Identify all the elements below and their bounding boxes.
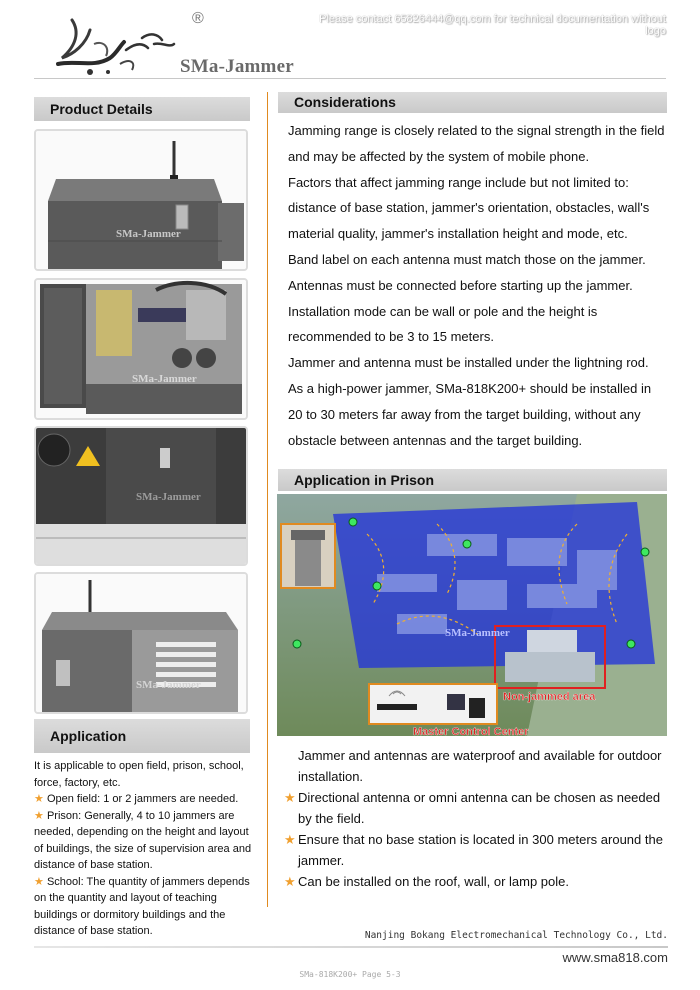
photo-watermark: SMa-Jammer xyxy=(136,679,201,691)
considerations-line: Jamming range is closely related to the signal strength in the field xyxy=(288,123,665,138)
registered-mark: ® xyxy=(192,10,204,27)
star-icon: ★ xyxy=(34,809,44,822)
considerations-line: material quality, jammer's installation height and mode, etc. xyxy=(288,226,628,242)
column-divider xyxy=(267,92,268,907)
prison-map-image xyxy=(277,494,667,736)
feature-item: Jammer and antennas are waterproof and available for outdoor installation. xyxy=(298,748,662,784)
considerations-line: recommended to be 3 to 15 meters. xyxy=(288,329,494,345)
brand-name: SMa-Jammer xyxy=(180,56,294,77)
considerations-line: distance of base station, jammer's orientation, obstacles, wall's xyxy=(288,200,650,216)
product-photo-vents xyxy=(34,572,248,714)
header-divider xyxy=(34,78,666,79)
considerations-line: and may be affected by the system of mobile phone. xyxy=(288,148,590,164)
website-link[interactable]: www.sma818.com xyxy=(562,950,668,965)
considerations-line: Factors that affect jamming range include but not limited to: xyxy=(288,174,629,190)
prison-heading: Application in Prison xyxy=(278,469,667,491)
star-icon: ★ xyxy=(34,875,44,888)
product-photo-fan xyxy=(34,426,248,566)
product-photo-interior xyxy=(34,278,248,420)
company-name: Nanjing Bokang Electromechanical Technology Co., Ltd. xyxy=(364,930,668,941)
considerations-heading: Considerations xyxy=(278,92,667,113)
contact-notice: Please contact 65826444@qq.com for technical documentation without logo xyxy=(319,13,666,37)
star-icon: ★ xyxy=(34,793,44,805)
application-item: ★ Prison: Generally, 4 to 10 jammers are needed, depending on the height and layout of buildings, the size of supervision area and distance of base station. xyxy=(34,809,252,871)
application-item: ★ School: The quantity of jammers depends on the quantity and layout of teaching buildings or dormitory buildings and the distance of base station. xyxy=(34,875,250,937)
considerations-line: As a high-power jammer, SMa-818K200+ should be installed in xyxy=(288,380,652,396)
master-control-label: Master Control Center xyxy=(413,726,529,736)
feature-item: ★ Directional antenna or omni antenna can be chosen as needed by the field. xyxy=(284,787,668,829)
considerations-line: Jammer and antenna must be installed under the lightning rod. xyxy=(288,355,649,371)
considerations-line: obstacle between antennas and the target building. xyxy=(288,432,583,448)
product-details-heading: Product Details xyxy=(34,97,250,121)
star-icon: ★ xyxy=(284,790,296,805)
photo-watermark: SMa-Jammer xyxy=(116,228,181,240)
considerations-line: Antennas must be connected before starting up the jammer. xyxy=(288,277,633,293)
page-number: SMa-818K200+ Page 5-3 xyxy=(299,970,401,979)
considerations-line: Band label on each antenna must match those on the jammer. xyxy=(288,251,646,267)
considerations-line: 20 to 30 meters far away from the target building, without any xyxy=(288,406,641,422)
feature-item: ★ Can be installed on the roof, wall, or lamp pole. xyxy=(284,871,668,892)
non-jammed-label: Non-jammed area xyxy=(503,691,596,703)
considerations-text xyxy=(288,118,678,453)
photo-watermark: SMa-Jammer xyxy=(136,491,201,503)
features-list xyxy=(284,745,668,892)
star-icon: ★ xyxy=(284,832,296,847)
application-intro: It is applicable to open field, prison, school, force, factory, etc. xyxy=(34,760,244,789)
footer-divider xyxy=(34,946,668,948)
product-photo-top xyxy=(34,129,248,271)
photo-watermark: SMa-Jammer xyxy=(132,373,197,385)
feature-item: ★ Ensure that no base station is located in 300 meters around the jammer. xyxy=(284,829,668,871)
star-icon: ★ xyxy=(284,874,296,889)
application-text xyxy=(34,758,254,940)
considerations-line: Installation mode can be wall or pole and the height is xyxy=(288,303,598,319)
application-item: ★ Open field: 1 or 2 jammers are needed. xyxy=(34,793,239,805)
photo-watermark: SMa-Jammer xyxy=(445,627,510,639)
brand-logo-icon xyxy=(50,14,180,78)
application-heading: Application xyxy=(34,719,250,753)
